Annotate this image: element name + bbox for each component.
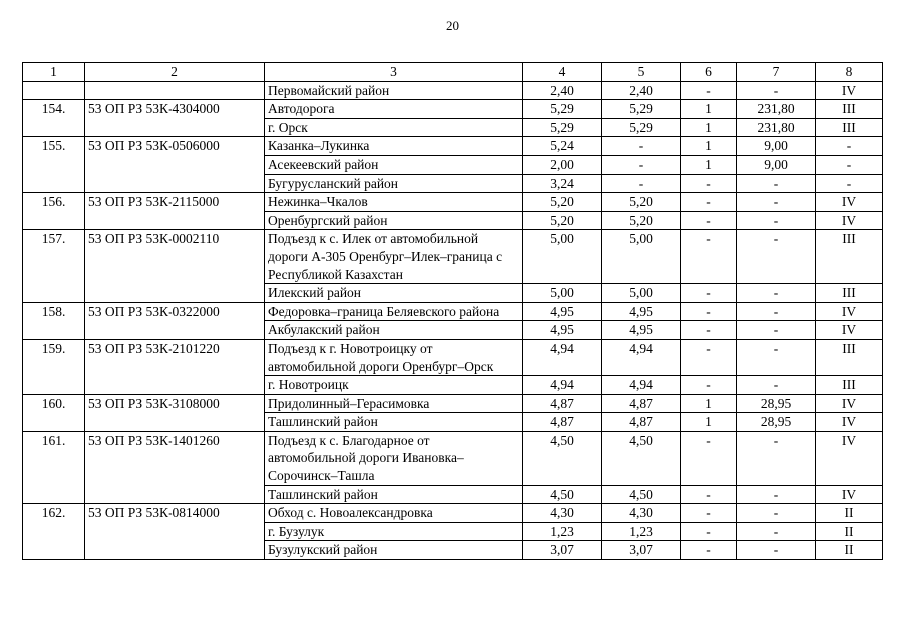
cell-c8: IV bbox=[816, 302, 883, 321]
cell-name: Асекеевский район bbox=[265, 155, 523, 174]
cell-c4: 4,94 bbox=[523, 376, 602, 395]
cell-code: 53 ОП РЗ 53К-0002110 bbox=[85, 230, 265, 302]
cell-no: 157. bbox=[23, 230, 85, 302]
cell-c4: 4,95 bbox=[523, 302, 602, 321]
cell-c6: - bbox=[681, 230, 737, 284]
cell-c4: 2,40 bbox=[523, 81, 602, 100]
cell-c4: 5,00 bbox=[523, 284, 602, 303]
cell-c5: 4,94 bbox=[602, 339, 681, 375]
cell-c5: 4,50 bbox=[602, 431, 681, 485]
cell-c6: 1 bbox=[681, 100, 737, 119]
cell-c7: - bbox=[737, 193, 816, 212]
cell-name: Подъезд к с. Благодарное от автомобильной дороги Ивановка–Сорочинск–Ташла bbox=[265, 431, 523, 485]
cell-c5: 4,87 bbox=[602, 394, 681, 413]
cell-name: Подъезд к г. Новотроицку от автомобильной дороги Оренбург–Орск bbox=[265, 339, 523, 375]
cell-c7: - bbox=[737, 376, 816, 395]
cell-c7: - bbox=[737, 230, 816, 284]
cell-c7: - bbox=[737, 339, 816, 375]
cell-c4: 3,07 bbox=[523, 541, 602, 560]
cell-c6: - bbox=[681, 541, 737, 560]
header-cell: 5 bbox=[602, 63, 681, 82]
cell-c8: IV bbox=[816, 394, 883, 413]
cell-c5: 2,40 bbox=[602, 81, 681, 100]
cell-c7: 28,95 bbox=[737, 413, 816, 432]
cell-c4: 5,24 bbox=[523, 137, 602, 156]
cell-c4: 1,23 bbox=[523, 522, 602, 541]
cell-name: г. Бузулук bbox=[265, 522, 523, 541]
cell-name: Ташлинский район bbox=[265, 413, 523, 432]
header-cell: 3 bbox=[265, 63, 523, 82]
cell-c8: IV bbox=[816, 431, 883, 485]
header-cell: 4 bbox=[523, 63, 602, 82]
cell-code: 53 ОП РЗ 53К-3108000 bbox=[85, 394, 265, 431]
cell-code: 53 ОП РЗ 53К-2115000 bbox=[85, 193, 265, 230]
cell-c5: 4,95 bbox=[602, 302, 681, 321]
cell-c6: - bbox=[681, 302, 737, 321]
cell-c5: 3,07 bbox=[602, 541, 681, 560]
cell-c5: 5,29 bbox=[602, 118, 681, 137]
cell-c7: - bbox=[737, 485, 816, 504]
cell-c7: - bbox=[737, 81, 816, 100]
cell-c4: 4,50 bbox=[523, 485, 602, 504]
cell-c7: - bbox=[737, 302, 816, 321]
cell-c6: - bbox=[681, 339, 737, 375]
cell-code: 53 ОП РЗ 53К-0322000 bbox=[85, 302, 265, 339]
table-row bbox=[23, 100, 883, 119]
cell-c5: 5,20 bbox=[602, 193, 681, 212]
cell-c4: 5,00 bbox=[523, 230, 602, 284]
cell-c6: - bbox=[681, 174, 737, 193]
cell-c6: - bbox=[681, 81, 737, 100]
cell-name: Бугурусланский район bbox=[265, 174, 523, 193]
cell-c4: 2,00 bbox=[523, 155, 602, 174]
cell-c5: 5,20 bbox=[602, 211, 681, 230]
cell-c7: - bbox=[737, 211, 816, 230]
cell-no: 160. bbox=[23, 394, 85, 431]
cell-c5: 4,30 bbox=[602, 504, 681, 523]
page-number: 20 bbox=[446, 18, 459, 33]
cell-c4: 5,20 bbox=[523, 211, 602, 230]
cell-c6: 1 bbox=[681, 155, 737, 174]
cell-c4: 4,50 bbox=[523, 431, 602, 485]
cell-name: Придолинный–Герасимовка bbox=[265, 394, 523, 413]
table-row bbox=[23, 230, 883, 284]
cell-c5: 5,29 bbox=[602, 100, 681, 119]
cell-no: 156. bbox=[23, 193, 85, 230]
cell-c5: 4,50 bbox=[602, 485, 681, 504]
cell-c7: 9,00 bbox=[737, 137, 816, 156]
cell-no: 161. bbox=[23, 431, 85, 503]
table-row bbox=[23, 504, 883, 523]
cell-name: г. Орск bbox=[265, 118, 523, 137]
cell-c4: 4,30 bbox=[523, 504, 602, 523]
cell-c7: - bbox=[737, 284, 816, 303]
cell-c6: 1 bbox=[681, 118, 737, 137]
cell-c8: IV bbox=[816, 413, 883, 432]
cell-name: Автодорога bbox=[265, 100, 523, 119]
cell-c6: - bbox=[681, 485, 737, 504]
table-row bbox=[23, 302, 883, 321]
cell-name: Бузулукский район bbox=[265, 541, 523, 560]
table-body bbox=[23, 81, 883, 559]
cell-code: 53 ОП РЗ 53К-0814000 bbox=[85, 504, 265, 560]
table-row bbox=[23, 81, 883, 100]
cell-c6: - bbox=[681, 522, 737, 541]
cell-name: Подъезд к с. Илек от автомобильной дороги А-305 Оренбург–Илек–граница с Республикой Казахстан bbox=[265, 230, 523, 284]
cell-code: 53 ОП РЗ 53К-1401260 bbox=[85, 431, 265, 503]
cell-c4: 4,87 bbox=[523, 394, 602, 413]
cell-no: 159. bbox=[23, 339, 85, 394]
cell-c8: III bbox=[816, 339, 883, 375]
cell-name: Илекский район bbox=[265, 284, 523, 303]
table-row bbox=[23, 394, 883, 413]
cell-c5: - bbox=[602, 137, 681, 156]
cell-name: Первомайский район bbox=[265, 81, 523, 100]
cell-c8: - bbox=[816, 137, 883, 156]
header-cell: 6 bbox=[681, 63, 737, 82]
cell-c4: 4,94 bbox=[523, 339, 602, 375]
cell-c5: 5,00 bbox=[602, 284, 681, 303]
cell-c6: 1 bbox=[681, 137, 737, 156]
roads-table bbox=[22, 62, 883, 560]
cell-name: Нежинка–Чкалов bbox=[265, 193, 523, 212]
cell-no: 155. bbox=[23, 137, 85, 193]
cell-c8: III bbox=[816, 376, 883, 395]
cell-c5: 4,87 bbox=[602, 413, 681, 432]
cell-c5: 4,95 bbox=[602, 321, 681, 340]
cell-c8: IV bbox=[816, 321, 883, 340]
cell-c5: - bbox=[602, 155, 681, 174]
cell-c6: 1 bbox=[681, 413, 737, 432]
cell-c6: - bbox=[681, 284, 737, 303]
cell-code: 53 ОП РЗ 53К-4304000 bbox=[85, 100, 265, 137]
cell-c6: - bbox=[681, 321, 737, 340]
table-row bbox=[23, 339, 883, 375]
cell-name: Ташлинский район bbox=[265, 485, 523, 504]
cell-no: 162. bbox=[23, 504, 85, 560]
cell-c6: - bbox=[681, 504, 737, 523]
cell-code: 53 ОП РЗ 53К-0506000 bbox=[85, 137, 265, 193]
header-cell: 2 bbox=[85, 63, 265, 82]
table-row bbox=[23, 193, 883, 212]
cell-c8: IV bbox=[816, 81, 883, 100]
cell-name: Федоровка–граница Беляевского района bbox=[265, 302, 523, 321]
cell-c7: - bbox=[737, 431, 816, 485]
cell-c8: II bbox=[816, 522, 883, 541]
cell-code bbox=[85, 81, 265, 100]
cell-c4: 5,29 bbox=[523, 118, 602, 137]
cell-c7: - bbox=[737, 321, 816, 340]
cell-c4: 4,87 bbox=[523, 413, 602, 432]
cell-c5: - bbox=[602, 174, 681, 193]
cell-c7: 9,00 bbox=[737, 155, 816, 174]
cell-c4: 3,24 bbox=[523, 174, 602, 193]
header-cell: 8 bbox=[816, 63, 883, 82]
cell-name: Казанка–Лукинка bbox=[265, 137, 523, 156]
cell-c6: - bbox=[681, 376, 737, 395]
cell-c6: - bbox=[681, 193, 737, 212]
cell-c8: II bbox=[816, 504, 883, 523]
cell-c5: 1,23 bbox=[602, 522, 681, 541]
cell-no: 154. bbox=[23, 100, 85, 137]
cell-no bbox=[23, 81, 85, 100]
cell-c5: 5,00 bbox=[602, 230, 681, 284]
cell-c8: IV bbox=[816, 193, 883, 212]
cell-c4: 5,29 bbox=[523, 100, 602, 119]
cell-c7: - bbox=[737, 522, 816, 541]
header-cell: 7 bbox=[737, 63, 816, 82]
cell-c7: - bbox=[737, 174, 816, 193]
cell-name: г. Новотроицк bbox=[265, 376, 523, 395]
cell-c6: - bbox=[681, 431, 737, 485]
cell-c7: 231,80 bbox=[737, 100, 816, 119]
cell-name: Обход с. Новоалександровка bbox=[265, 504, 523, 523]
cell-c8: III bbox=[816, 230, 883, 284]
cell-code: 53 ОП РЗ 53К-2101220 bbox=[85, 339, 265, 394]
cell-name: Оренбургский район bbox=[265, 211, 523, 230]
table-row bbox=[23, 431, 883, 485]
cell-c4: 5,20 bbox=[523, 193, 602, 212]
cell-c8: III bbox=[816, 100, 883, 119]
cell-c7: 28,95 bbox=[737, 394, 816, 413]
cell-c8: III bbox=[816, 284, 883, 303]
cell-no: 158. bbox=[23, 302, 85, 339]
cell-c8: III bbox=[816, 118, 883, 137]
header-cell: 1 bbox=[23, 63, 85, 82]
cell-c6: 1 bbox=[681, 394, 737, 413]
table-row bbox=[23, 137, 883, 156]
cell-c8: - bbox=[816, 155, 883, 174]
cell-c6: - bbox=[681, 211, 737, 230]
cell-c5: 4,94 bbox=[602, 376, 681, 395]
cell-c7: - bbox=[737, 504, 816, 523]
cell-c8: IV bbox=[816, 485, 883, 504]
cell-c8: II bbox=[816, 541, 883, 560]
cell-c7: 231,80 bbox=[737, 118, 816, 137]
header-row bbox=[23, 63, 883, 82]
cell-name: Акбулакский район bbox=[265, 321, 523, 340]
cell-c8: IV bbox=[816, 211, 883, 230]
cell-c7: - bbox=[737, 541, 816, 560]
cell-c8: - bbox=[816, 174, 883, 193]
cell-c4: 4,95 bbox=[523, 321, 602, 340]
